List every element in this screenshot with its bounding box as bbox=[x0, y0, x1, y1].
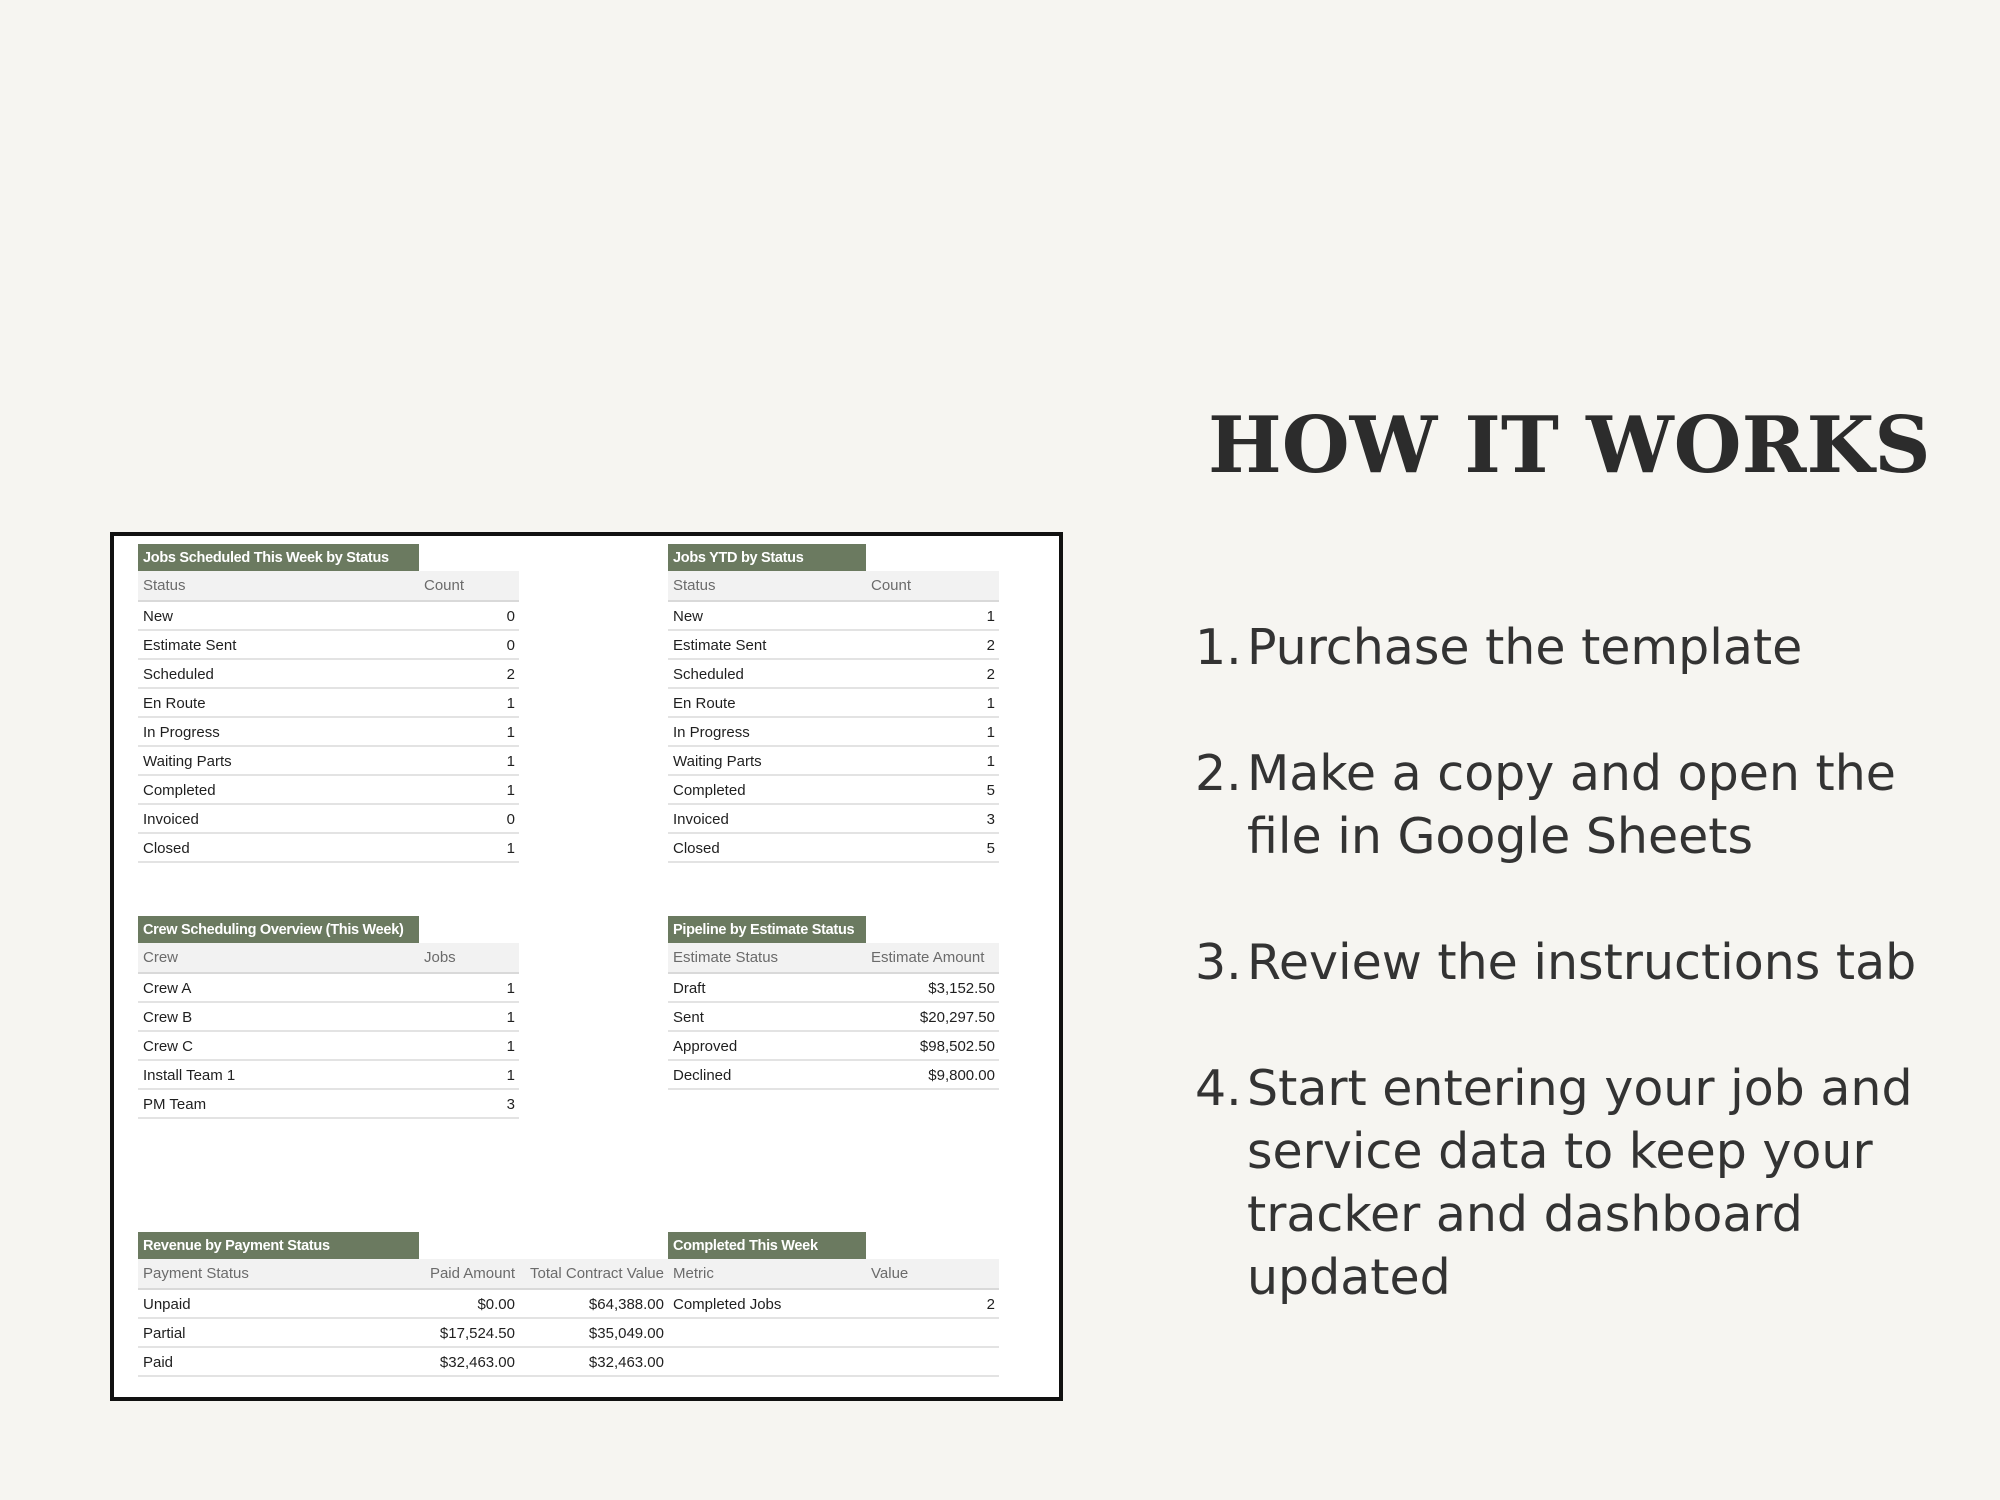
table-cell: 1 bbox=[506, 724, 515, 741]
table-cell: $35,049.00 bbox=[588, 1325, 664, 1342]
table-cell: Paid bbox=[143, 1354, 174, 1371]
table-row bbox=[668, 1061, 999, 1090]
table-cell: Crew C bbox=[143, 1038, 194, 1055]
table-header bbox=[138, 1259, 668, 1290]
table-cell: $32,463.00 bbox=[439, 1354, 515, 1371]
table-cell: En Route bbox=[673, 695, 736, 712]
table-header bbox=[138, 943, 519, 974]
table-cell: PM Team bbox=[143, 1096, 207, 1113]
steps-list bbox=[1195, 616, 1985, 1372]
step-text: Review the instructions tab bbox=[1247, 934, 1917, 991]
table-cell: 1 bbox=[506, 1009, 515, 1026]
step-text: Make a copy and open the file in Google Sheets bbox=[1247, 745, 1896, 865]
table-cell: $64,388.00 bbox=[588, 1296, 664, 1313]
table-row bbox=[668, 805, 999, 834]
step-item bbox=[1195, 616, 1985, 679]
table-cell: 2 bbox=[986, 637, 995, 654]
header-cell: Value bbox=[871, 1265, 909, 1282]
table-row bbox=[668, 776, 999, 805]
table-cell: Scheduled bbox=[673, 666, 744, 683]
header-cell: Payment Status bbox=[143, 1265, 249, 1282]
table-row bbox=[138, 1032, 519, 1061]
table-cell: 0 bbox=[506, 608, 515, 625]
header-cell: Metric bbox=[673, 1265, 714, 1282]
table-cell: Scheduled bbox=[143, 666, 214, 683]
table-row bbox=[668, 660, 999, 689]
table-cell: Estimate Sent bbox=[143, 637, 237, 654]
table-cell: $32,463.00 bbox=[588, 1354, 664, 1371]
header-cell: Count bbox=[871, 577, 912, 594]
table-row bbox=[138, 602, 519, 631]
pipeline-table bbox=[668, 916, 999, 1090]
table-cell: Completed bbox=[143, 782, 216, 799]
table-cell bbox=[668, 1348, 673, 1375]
table-cell: 2 bbox=[506, 666, 515, 683]
table-cell: 1 bbox=[506, 782, 515, 799]
table-row bbox=[668, 631, 999, 660]
header-cell: Status bbox=[143, 577, 186, 594]
step-number: 1. bbox=[1195, 619, 1242, 676]
table-header bbox=[668, 943, 999, 974]
table-row bbox=[138, 747, 519, 776]
header-cell: Count bbox=[424, 577, 465, 594]
table-row bbox=[138, 1348, 668, 1377]
table-title: Pipeline by Estimate Status bbox=[668, 916, 866, 943]
header-cell: Total Contract Value bbox=[530, 1265, 664, 1282]
table-title: Jobs YTD by Status bbox=[668, 544, 866, 571]
table-row bbox=[668, 834, 999, 863]
table-cell: 5 bbox=[986, 840, 995, 857]
table-cell: 3 bbox=[506, 1096, 515, 1113]
table-cell: En Route bbox=[143, 695, 206, 712]
table-cell: Install Team 1 bbox=[143, 1067, 236, 1084]
table-row bbox=[138, 834, 519, 863]
table-cell: 1 bbox=[986, 608, 995, 625]
table-cell: 2 bbox=[986, 666, 995, 683]
revenue-table bbox=[138, 1232, 668, 1377]
jobs-week-table bbox=[138, 544, 519, 863]
table-row bbox=[138, 718, 519, 747]
header-cell: Estimate Amount bbox=[871, 949, 985, 966]
table-cell: 1 bbox=[986, 753, 995, 770]
table-cell: $17,524.50 bbox=[439, 1325, 515, 1342]
table-row bbox=[138, 974, 519, 1003]
table-cell: $20,297.50 bbox=[919, 1009, 995, 1026]
table-cell: New bbox=[143, 608, 174, 625]
table-row bbox=[668, 1348, 999, 1377]
table-cell: 0 bbox=[506, 637, 515, 654]
table-row bbox=[668, 1290, 999, 1319]
table-title: Jobs Scheduled This Week by Status bbox=[138, 544, 419, 571]
table-row bbox=[138, 1090, 519, 1119]
table-cell: Partial bbox=[143, 1325, 186, 1342]
step-item bbox=[1195, 742, 1985, 868]
table-row bbox=[668, 974, 999, 1003]
step-item bbox=[1195, 931, 1985, 994]
step-text: Purchase the template bbox=[1247, 619, 1803, 676]
table-row bbox=[668, 747, 999, 776]
step-number: 4. bbox=[1195, 1060, 1242, 1117]
table-cell: 5 bbox=[986, 782, 995, 799]
table-cell: 1 bbox=[506, 840, 515, 857]
table-cell: 3 bbox=[986, 811, 995, 828]
table-cell: Estimate Sent bbox=[673, 637, 767, 654]
header-cell: Estimate Status bbox=[673, 949, 779, 966]
completed-table bbox=[668, 1232, 999, 1377]
table-header bbox=[668, 1259, 999, 1290]
table-cell: $98,502.50 bbox=[919, 1038, 995, 1055]
table-row bbox=[138, 1290, 668, 1319]
table-cell: 1 bbox=[986, 695, 995, 712]
table-cell: Sent bbox=[673, 1009, 704, 1026]
table-row bbox=[668, 1032, 999, 1061]
table-header bbox=[668, 571, 999, 602]
table-cell: Invoiced bbox=[673, 811, 729, 828]
table-cell: Approved bbox=[673, 1038, 738, 1055]
header-cell: Jobs bbox=[424, 949, 456, 966]
table-cell bbox=[866, 1348, 999, 1375]
table-title: Revenue by Payment Status bbox=[138, 1232, 419, 1259]
table-cell: 0 bbox=[506, 811, 515, 828]
step-number: 3. bbox=[1195, 934, 1242, 991]
table-row bbox=[138, 1319, 668, 1348]
table-row bbox=[138, 805, 519, 834]
table-cell: $3,152.50 bbox=[928, 980, 995, 997]
table-cell: Completed bbox=[673, 782, 746, 799]
spreadsheet-preview bbox=[110, 532, 1063, 1401]
table-cell: 1 bbox=[506, 980, 515, 997]
table-cell: Waiting Parts bbox=[143, 753, 232, 770]
table-row bbox=[138, 660, 519, 689]
table-title: Crew Scheduling Overview (This Week) bbox=[138, 916, 419, 943]
table-row bbox=[138, 631, 519, 660]
table-cell: 1 bbox=[506, 1038, 515, 1055]
table-title: Completed This Week bbox=[668, 1232, 866, 1259]
table-cell: $9,800.00 bbox=[928, 1067, 995, 1084]
table-cell: Completed Jobs bbox=[673, 1296, 782, 1313]
header-cell: Status bbox=[673, 577, 716, 594]
table-row bbox=[668, 1319, 999, 1348]
table-cell: New bbox=[673, 608, 704, 625]
table-cell: 1 bbox=[506, 1067, 515, 1084]
table-row bbox=[138, 689, 519, 718]
table-cell: In Progress bbox=[143, 724, 220, 741]
header-cell: Paid Amount bbox=[429, 1265, 515, 1282]
table-row bbox=[138, 1003, 519, 1032]
table-row bbox=[668, 1003, 999, 1032]
jobs-ytd-table bbox=[668, 544, 999, 863]
table-row bbox=[668, 689, 999, 718]
table-cell: Closed bbox=[143, 840, 190, 857]
step-text: Start entering your job and service data to keep your tracker and dashboard updated bbox=[1247, 1060, 1913, 1306]
table-cell: 2 bbox=[986, 1296, 995, 1313]
table-cell bbox=[866, 1319, 999, 1346]
table-cell: Unpaid bbox=[143, 1296, 191, 1313]
table-cell: Invoiced bbox=[143, 811, 199, 828]
table-row bbox=[138, 1061, 519, 1090]
table-row bbox=[668, 718, 999, 747]
page-title: HOW IT WORKS bbox=[1208, 400, 1931, 491]
table-cell: Waiting Parts bbox=[673, 753, 762, 770]
table-cell bbox=[668, 1319, 673, 1346]
table-row bbox=[138, 776, 519, 805]
table-cell: 1 bbox=[506, 753, 515, 770]
table-cell: In Progress bbox=[673, 724, 750, 741]
step-number: 2. bbox=[1195, 745, 1242, 802]
table-row bbox=[668, 602, 999, 631]
header-cell: Crew bbox=[143, 949, 179, 966]
table-cell: Draft bbox=[673, 980, 706, 997]
crew-table bbox=[138, 916, 519, 1119]
table-cell: 1 bbox=[506, 695, 515, 712]
table-cell: Crew A bbox=[143, 980, 192, 997]
table-cell: 1 bbox=[986, 724, 995, 741]
table-cell: Declined bbox=[673, 1067, 732, 1084]
table-cell: $0.00 bbox=[477, 1296, 515, 1313]
step-item bbox=[1195, 1057, 1985, 1309]
table-cell: Crew B bbox=[143, 1009, 193, 1026]
table-cell: Closed bbox=[673, 840, 720, 857]
table-header bbox=[138, 571, 519, 602]
